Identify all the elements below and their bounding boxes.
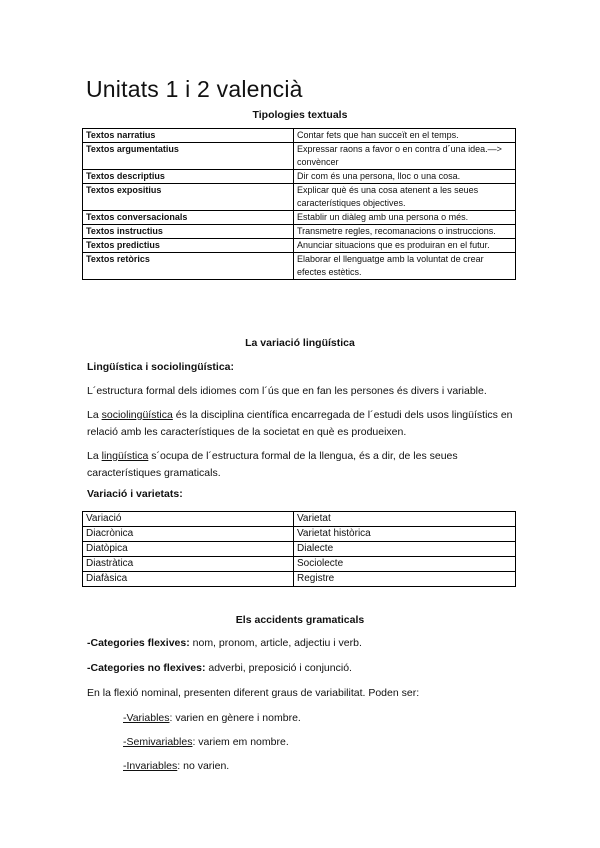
text-desc-cell: Expressar raons a favor o en contra d´una idea.—> convèncer (294, 143, 516, 170)
paragraph-sociolinguistica (87, 407, 517, 441)
paragraph-flexives (87, 635, 517, 652)
paragraph-no-flexives (87, 660, 517, 677)
text-run: La (87, 450, 102, 462)
subheading-variacio-varietats: Variació i varietats: (87, 488, 183, 500)
term-variables: -Variables (123, 712, 170, 724)
table-row (83, 542, 516, 557)
text-run: adverbi, preposició i conjunció. (205, 662, 352, 674)
text-type-cell: Textos expositius (83, 184, 294, 211)
text-desc-cell: Contar fets que han succeït en el temps. (294, 129, 516, 143)
variacio-cell: Diafàsica (83, 572, 294, 587)
table-row (83, 527, 516, 542)
table-row (83, 184, 516, 211)
text-type-cell: Textos conversacionals (83, 211, 294, 225)
term-linguistica: lingüística (101, 450, 149, 462)
text-run: nom, pronom, article, adjectiu i verb. (189, 637, 362, 649)
text-run: : varien en gènere i nombre. (169, 712, 301, 724)
paragraph-linguistica (87, 448, 517, 482)
variacio-table (82, 511, 516, 587)
text-run: : variem em nombre. (192, 736, 289, 748)
heading-tipologies: Tipologies textuals (252, 109, 348, 121)
list-item (123, 710, 301, 727)
label-flexives: -Categories flexives: (87, 637, 190, 649)
variacio-cell: Diacrònica (83, 527, 294, 542)
text-type-cell: Textos retòrics (83, 253, 294, 280)
column-header: Variació (83, 512, 294, 527)
text-desc-cell: Elaborar el llenguatge amb la voluntat de crear efectes estètics. (294, 253, 516, 280)
table-row (83, 170, 516, 184)
text-run: s´ocupa de l´estructura formal de la llengua, és a dir, de les seues característiques gramaticals. (87, 450, 458, 479)
table-row (83, 239, 516, 253)
text-desc-cell: Dir com és una persona, lloc o una cosa. (294, 170, 516, 184)
table-row (83, 253, 516, 280)
varietat-cell: Varietat històrica (294, 527, 516, 542)
heading-accidents: Els accidents gramaticals (235, 614, 365, 626)
paragraph-flexio-nominal: En la flexió nominal, presenten diferent graus de variabilitat. Poden ser: (87, 687, 420, 699)
text-type-cell: Textos descriptius (83, 170, 294, 184)
table-header-row (83, 512, 516, 527)
varietat-cell: Dialecte (294, 542, 516, 557)
label-no-flexives: -Categories no flexives: (87, 662, 206, 674)
table-row (83, 211, 516, 225)
text-desc-cell: Transmetre regles, recomanacions o instruccions. (294, 225, 516, 239)
text-run: és la disciplina científica encarregada de l´estudi dels usos lingüístics en relació amb les característiques de la societat en què es produeixen. (87, 409, 513, 438)
table-row (83, 557, 516, 572)
table-row (83, 129, 516, 143)
table-row (83, 143, 516, 170)
text-type-cell: Textos predictius (83, 239, 294, 253)
text-desc-cell: Establir un diàleg amb una persona o més. (294, 211, 516, 225)
variacio-cell: Diatòpica (83, 542, 294, 557)
list-item (123, 758, 229, 775)
tipologies-table (82, 128, 516, 280)
table-row (83, 225, 516, 239)
column-header: Varietat (294, 512, 516, 527)
text-desc-cell: Anunciar situacions que es produiran en el futur. (294, 239, 516, 253)
text-run: : no varien. (177, 760, 230, 772)
text-type-cell: Textos narratius (83, 129, 294, 143)
subheading-sociolinguistica: Lingüística i sociolingüística: (87, 361, 235, 373)
text-desc-cell: Explicar què és una cosa atenent a les seues característiques objectives. (294, 184, 516, 211)
variacio-cell: Diastràtica (83, 557, 294, 572)
table-row (83, 572, 516, 587)
term-semivariables: -Semivariables (123, 736, 193, 748)
term-sociolinguistica: sociolingüística (101, 409, 173, 421)
text-type-cell: Textos instructius (83, 225, 294, 239)
list-item (123, 734, 289, 751)
varietat-cell: Registre (294, 572, 516, 587)
heading-variacio: La variació lingüística (245, 337, 355, 349)
varietat-cell: Sociolecte (294, 557, 516, 572)
text-run: La (87, 409, 102, 421)
page-title: Unitats 1 i 2 valencià (86, 76, 303, 102)
term-invariables: -Invariables (123, 760, 178, 772)
paragraph-estructura: L´estructura formal dels idiomes com l´ús que en fan les persones és divers i variable. (87, 385, 487, 397)
text-type-cell: Textos argumentatius (83, 143, 294, 170)
